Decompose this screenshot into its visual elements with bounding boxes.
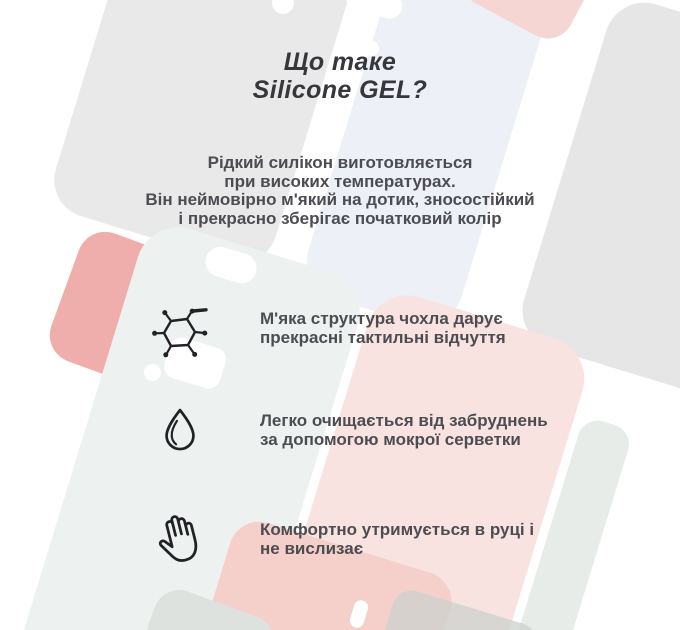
feature-soft-structure-text bbox=[260, 309, 506, 347]
feature-easy-cleaning bbox=[135, 404, 548, 456]
page-title bbox=[0, 48, 680, 104]
feature-comfortable-grip-text bbox=[260, 520, 534, 558]
hand-icon bbox=[135, 510, 225, 568]
water-drop-icon bbox=[135, 404, 225, 456]
page-title-line1: Що таке bbox=[283, 48, 397, 76]
feature-line: не вислизає bbox=[260, 539, 364, 558]
intro-line2: при високих температурах. bbox=[224, 171, 456, 191]
feature-line: Комфортно утримується в руці і bbox=[260, 520, 535, 539]
feature-line: прекрасні тактильні відчуття bbox=[260, 328, 506, 347]
intro-line4: і прекрасно зберігає початковий колір bbox=[178, 208, 502, 228]
page-title-line2: Silicone GEL? bbox=[252, 76, 428, 104]
intro-line1: Рідкий силікон виготовляється bbox=[207, 153, 473, 172]
feature-comfortable-grip bbox=[135, 510, 534, 568]
feature-soft-structure bbox=[135, 296, 506, 360]
feature-line: Легко очищається від забруднень bbox=[260, 411, 548, 430]
intro-paragraph bbox=[0, 154, 680, 228]
feature-easy-cleaning-text bbox=[260, 411, 548, 449]
molecule-icon bbox=[135, 296, 225, 360]
intro-line3: Він неймовірно м'який на дотик, зносостійкий bbox=[145, 190, 535, 209]
feature-line: М'яка структура чохла дарує bbox=[260, 309, 503, 328]
feature-line: за допомогою мокрої серветки bbox=[260, 430, 521, 449]
